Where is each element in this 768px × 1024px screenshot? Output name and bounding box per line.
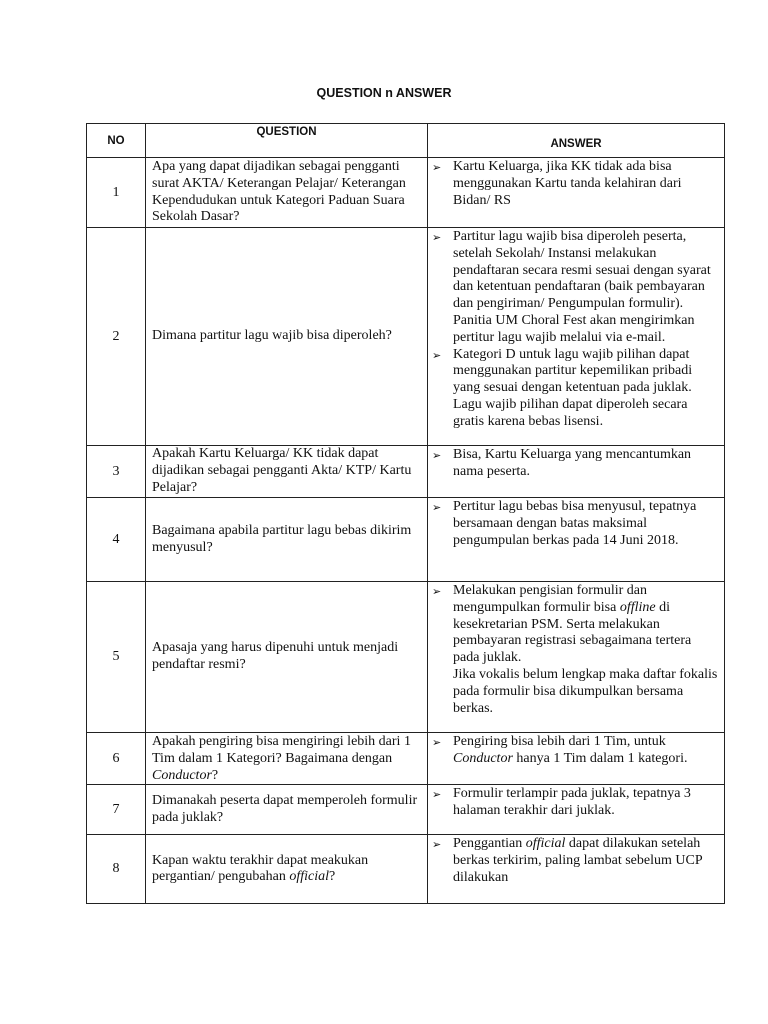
answer-bullet [432,347,720,431]
arrow-bullet-icon: ➢ [432,737,442,749]
table-row [87,733,725,785]
answer-bullet [432,229,720,347]
table-row [87,158,725,228]
answer-bullet [432,499,720,549]
question-cell: Apakah Kartu Keluarga/ KK tidak dapat dijadikan sebagai pengganti Akta/ KTP/ Kartu Pelajar? [146,446,428,498]
emphasis-conductor: Conductor [453,750,513,766]
arrow-bullet-icon: ➢ [432,839,442,852]
answer-text: Melakukan pengisian formulir dan mengumpulkan formulir bisa offline di kesekretarian PSM. Serta melakukan pembayaran registrasi sebagaimana tertera pada juklak. [453,583,692,666]
arrow-bullet-icon: ➢ [432,349,442,362]
arrow-bullet-icon: ➢ [432,162,442,174]
table-row [87,446,725,498]
emphasis-conductor: Conductor [152,767,212,783]
table-row [87,228,725,446]
emphasis-official: official [525,836,566,852]
answer-text: Penggantian official dapat dilakukan setelah berkas terkirim, paling lambat sebelum UCP dilakukan [453,836,703,885]
emphasis-official: official [289,869,330,885]
answer-bullet [432,159,720,209]
answer-cell [428,733,725,785]
answer-cell [428,446,725,498]
answer-bullet [432,583,720,667]
row-number: 7 [87,785,146,835]
row-number: 1 [87,158,146,228]
emphasis-offline: offline [619,599,656,615]
answer-cell [428,498,725,582]
table-row [87,498,725,582]
answer-text: Pengiring bisa lebih dari 1 Tim, untuk Conductor hanya 1 Tim dalam 1 kategori. [453,734,688,766]
question-cell: Dimana partitur lagu wajib bisa diperoleh? [146,228,428,446]
table-header-row [87,124,725,158]
answer-cell [428,835,725,904]
answer-bullet [432,447,720,481]
answer-text: Pertitur lagu bebas bisa menyusul, tepatnya bersamaan dengan batas maksimal pengumpulan berkas pada 14 Juni 2018. [453,499,697,548]
answer-bullet [432,786,720,820]
question-cell: Kapan waktu terakhir dapat meakukan pergantian/ pengubahan official? [146,835,428,904]
row-number: 3 [87,446,146,498]
header-no: NO [87,124,146,158]
table-row [87,835,725,904]
arrow-bullet-icon: ➢ [432,789,442,802]
arrow-bullet-icon: ➢ [432,502,442,514]
table-row [87,785,725,835]
arrow-bullet-icon: ➢ [432,586,442,598]
row-number: 2 [87,228,146,446]
header-question: QUESTION [146,124,428,158]
row-number: 8 [87,835,146,904]
answer-cell [428,582,725,733]
qa-table [86,123,725,904]
question-cell: Apakah pengiring bisa mengiringi lebih dari 1 Tim dalam 1 Kategori? Bagaimana dengan Conductor? [146,733,428,785]
answer-text: Kategori D untuk lagu wajib pilihan dapat menggunakan partitur kepemilikan pribadi yang sesuai dengan ketentuan pada juklak. Lagu wajib pilihan dapat diperoleh secara gratis karena bebas lisensi. [453,346,693,429]
question-cell: Apasaja yang harus dipenuhi untuk menjadi pendaftar resmi? [146,582,428,733]
answer-cell [428,785,725,835]
document-title: QUESTION n ANSWER [316,86,452,100]
row-number: 6 [87,733,146,785]
answer-bullet [432,836,720,886]
answer-text: Formulir terlampir pada juklak, tepatnya 3 halaman terakhir dari juklak. [453,786,691,819]
row-number: 5 [87,582,146,733]
arrow-bullet-icon: ➢ [432,232,442,244]
question-cell: Dimanakah peserta dapat memperoleh formulir pada juklak? [146,785,428,835]
question-cell: Bagaimana apabila partitur lagu bebas dikirim menyusul? [146,498,428,582]
answer-text: Kartu Keluarga, jika KK tidak ada bisa menggunakan Kartu tanda kelahiran dari Bidan/ RS [453,159,682,208]
row-number: 4 [87,498,146,582]
arrow-bullet-icon: ➢ [432,450,442,462]
header-answer: ANSWER [428,124,725,158]
table-row [87,582,725,733]
answer-cell [428,158,725,228]
answer-bullet [432,734,720,768]
answer-text: Partitur lagu wajib bisa diperoleh peserta, setelah Sekolah/ Instansi melakukan pendaftaran secara resmi sesuai dengan syarat dan ketentuan pendaftaran (baik pembayaran dan pengiriman/ Pengumpulan formulir). Panitia UM Choral Fest akan mengirimkan pertitur lagu wajib melalui via e-mail. [453,229,711,345]
answer-cell [428,228,725,446]
answer-text: Bisa, Kartu Keluarga yang mencantumkan nama peserta. [453,447,692,479]
question-cell: Apa yang dapat dijadikan sebagai pengganti surat AKTA/ Keterangan Pelajar/ Keterangan Kependudukan untuk Kategori Paduan Suara Sekolah Dasar? [146,158,428,228]
answer-continuation: Jika vokalis belum lengkap maka daftar fokalis pada formulir bisa dikumpulkan bersama berkas. [453,666,718,716]
